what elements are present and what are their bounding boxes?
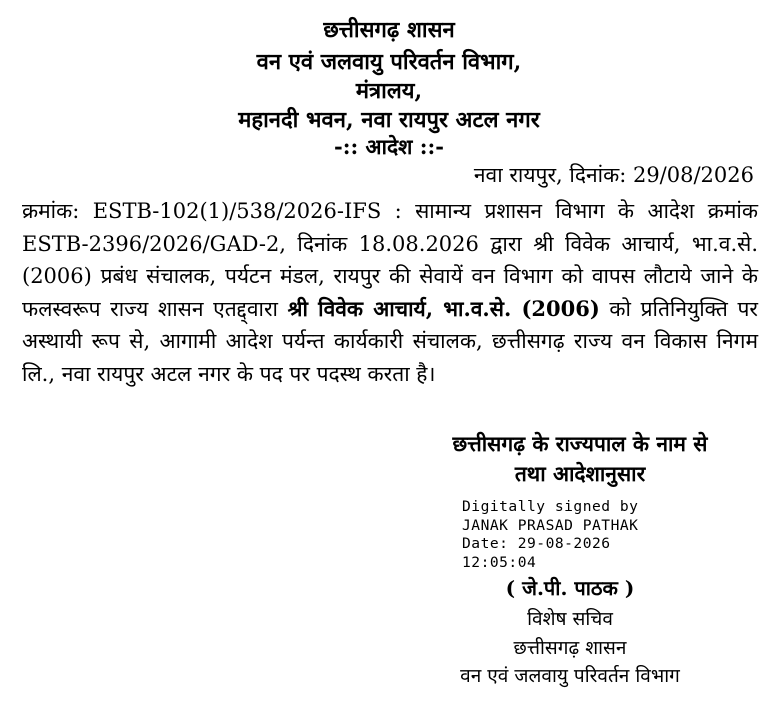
order-date: नवा रायपुर, दिनांक: 29/08/2026 bbox=[473, 163, 754, 187]
signatory-designation: विशेष सचिव bbox=[527, 608, 613, 630]
digital-signature-date: Date: 29-08-2026 bbox=[462, 535, 611, 553]
header-address: महानदी भवन, नवा रायपुर अटल नगर bbox=[238, 107, 540, 133]
order-body-text-continued: को प्रतिनियुक्ति पर अस्थायी रूप से, आगामी आदेश पर्यन्त कार्यकारी संचालक, छत्तीसगढ़ राज्य वन विकास निगम लि., नवा रायपुर अटल नगर के पद पर पदस्थ करता है। bbox=[22, 296, 758, 386]
officer-name-highlight: श्री विवेक आचार्य, भा.व.से. (2006) bbox=[287, 295, 600, 321]
digital-signature bbox=[462, 498, 638, 572]
digital-signature-time: 12:05:04 bbox=[462, 553, 537, 571]
header-government: छत्तीसगढ़ शासन bbox=[323, 17, 455, 43]
digital-signature-label: Digitally signed by bbox=[462, 498, 639, 515]
header-ministry: मंत्रालय, bbox=[355, 78, 423, 104]
governor-order-line: तथा आदेशानुसार bbox=[514, 461, 646, 486]
governor-authority-line: छत्तीसगढ़ के राज्यपाल के नाम से bbox=[452, 431, 708, 456]
signatory-name: ( जे.पी. पाठक ) bbox=[505, 576, 635, 600]
order-body bbox=[22, 195, 758, 391]
header-department: वन एवं जलवायु परिवर्तन विभाग, bbox=[256, 49, 522, 75]
order-body-text: क्रमांक: ESTB-102(1)/538/2026-IFS : सामान्य प्रशासन विभाग के आदेश क्रमांक ESTB-2396/2026/GAD-2, दिनांक 18.08.2026 द्वारा श्री विवेक आचार्य, भा.व.से. (2006) प्रबंध संचालक, पर्यटन मंडल, रायपुर की सेवायें वन विभाग को वापस लौटाये जाने के फलस्वरूप राज्य शासन एतद्द्वारा bbox=[22, 199, 758, 321]
digital-signature-signer: JANAK PRASAD PATHAK bbox=[462, 516, 639, 534]
signatory-department: वन एवं जलवायु परिवर्तन विभाग bbox=[460, 665, 680, 687]
order-title: -:: आदेश ::- bbox=[334, 134, 444, 159]
signatory-government: छत्तीसगढ़ शासन bbox=[513, 637, 627, 659]
